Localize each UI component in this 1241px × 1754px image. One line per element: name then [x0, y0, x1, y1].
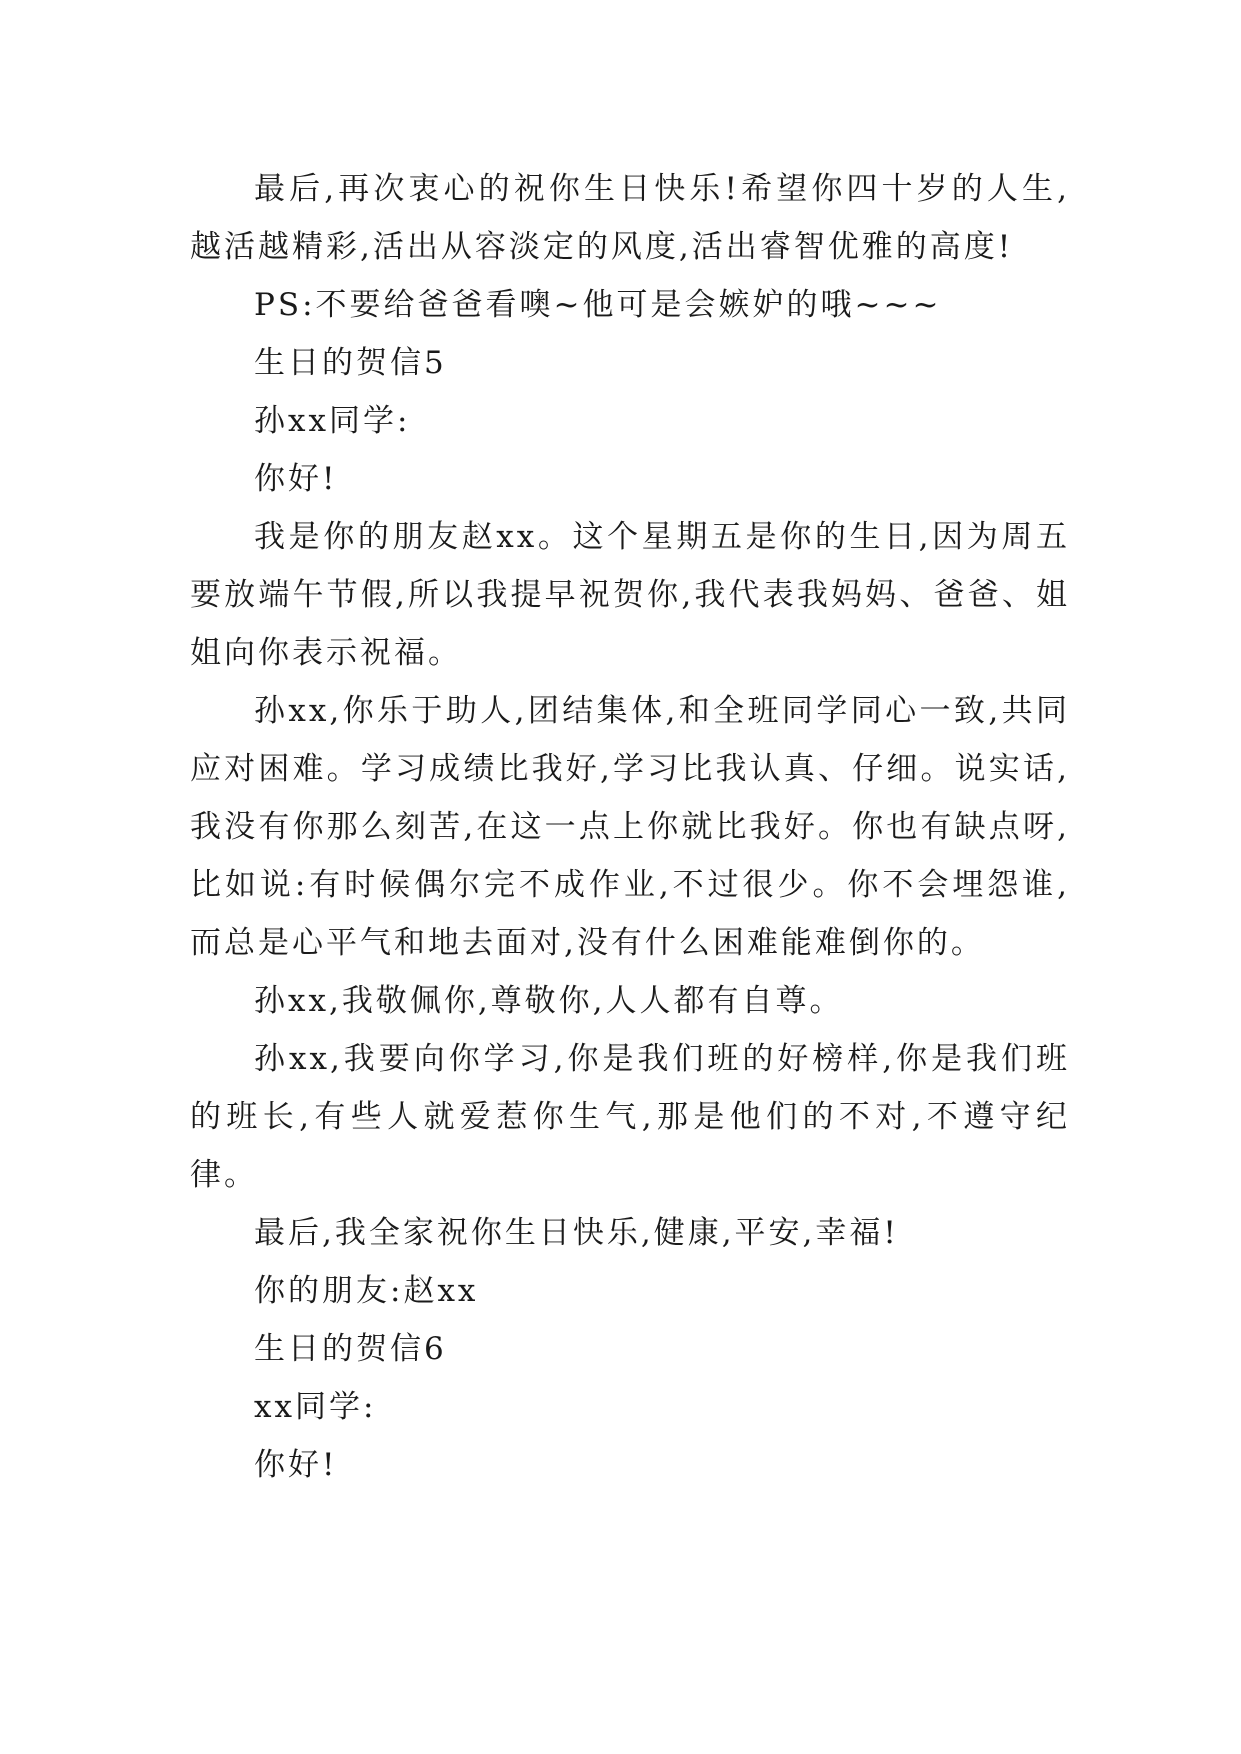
section-heading-6: 生日的贺信6 [254, 1331, 447, 1367]
paragraph-postscript: PS:不要给爸爸看噢~他可是会嫉妒的哦~~~ [254, 287, 942, 323]
paragraph-praise: 孙xx,你乐于助人,团结集体,和全班同学同心一致,共同应对困难。学习成绩比我好,学习比我认真、仔细。说实话,我没有你那么刻苦,在这一点上你就比我好。你也有缺点呀,比如说:有时候偶尔完不成作业,不过很少。你不会埋怨谁,而总是心平气和地去面对,没有什么困难能难倒你的。 [190, 693, 1070, 961]
greeting-2: 你好! [254, 1447, 338, 1483]
paragraph-closing-wish: 最后,再次衷心的祝你生日快乐!希望你四十岁的人生,越活越精彩,活出从容淡定的风度,活出睿智优雅的高度! [190, 171, 1070, 265]
salutation-2: xx同学: [254, 1389, 377, 1425]
paragraph-learn: 孙xx,我要向你学习,你是我们班的好榜样,你是我们班的班长,有些人就爱惹你生气,那是他们的不对,不遵守纪律。 [190, 1041, 1070, 1193]
section-heading-5: 生日的贺信5 [254, 345, 447, 381]
paragraph-intro: 我是你的朋友赵xx。这个星期五是你的生日,因为周五要放端午节假,所以我提早祝贺你,我代表我妈妈、爸爸、姐姐向你表示祝福。 [190, 519, 1070, 671]
greeting: 你好! [254, 461, 338, 497]
signature: 你的朋友:赵xx [254, 1273, 479, 1309]
paragraph-respect: 孙xx,我敬佩你,尊敬你,人人都有自尊。 [254, 983, 844, 1019]
salutation: 孙xx同学: [254, 403, 411, 439]
letter-body [190, 160, 1070, 1494]
paragraph-final-wish: 最后,我全家祝你生日快乐,健康,平安,幸福! [254, 1215, 899, 1251]
